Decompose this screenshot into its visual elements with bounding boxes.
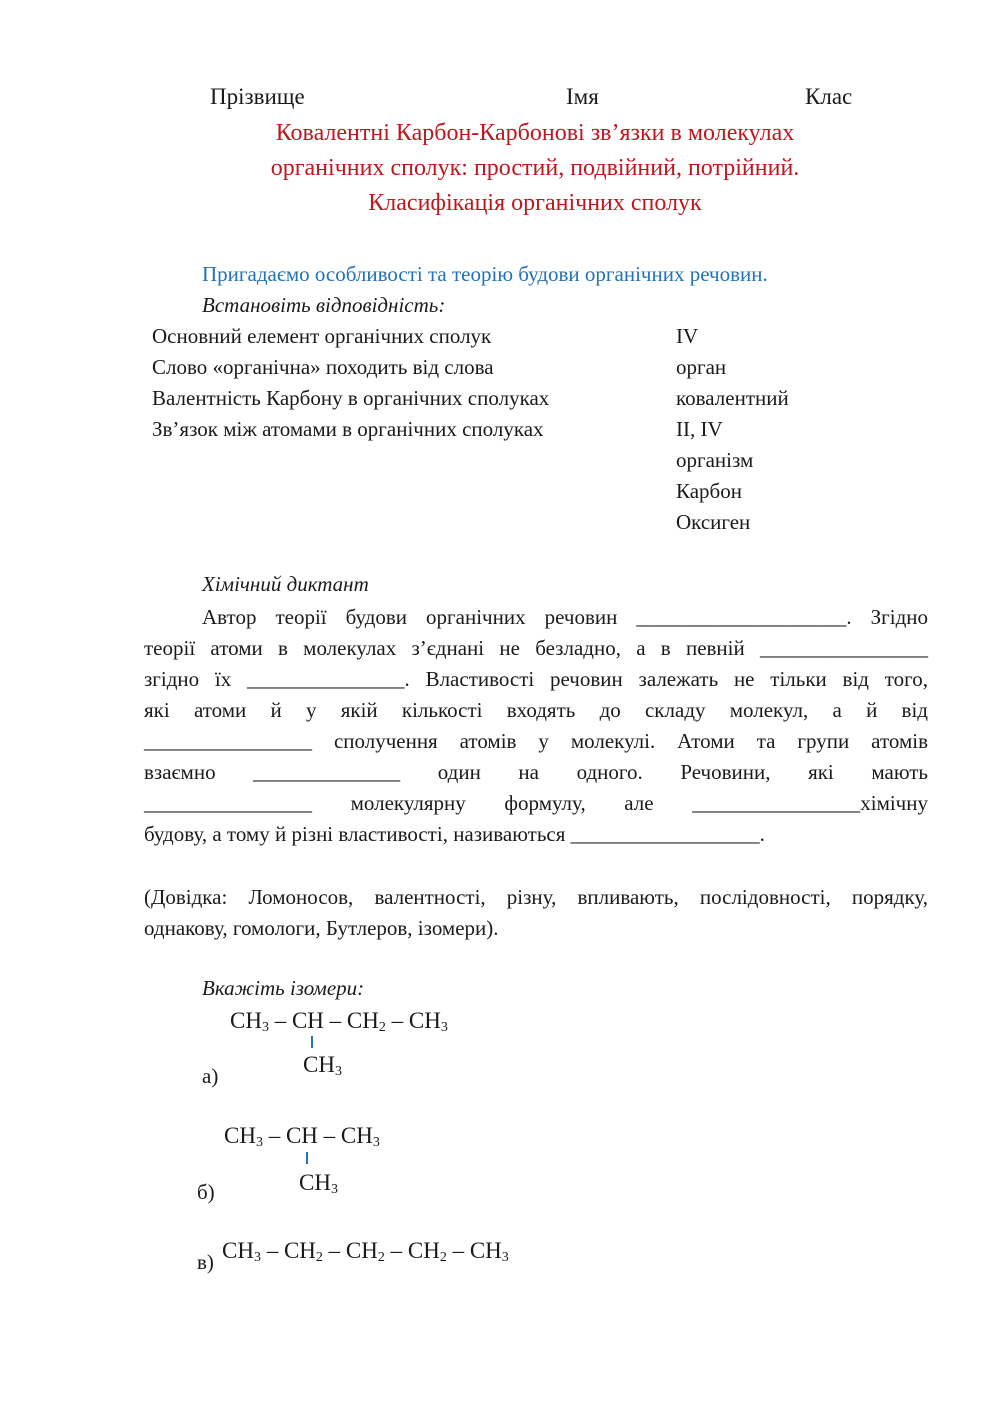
option-c-label[interactable]: в) — [197, 1250, 214, 1274]
dictation-line-2: теорії атоми в молекулах з’єднані не безладно, а в певній ________________ — [144, 636, 928, 660]
match-left-1: Основний елемент органічних сполук — [152, 324, 492, 348]
match-left-2: Слово «органічна» походить від слова — [152, 355, 494, 379]
isomers-instruction: Вкажіть ізомери: — [202, 976, 365, 1000]
hint-paragraph — [144, 882, 928, 944]
dictation-heading: Хімічний диктант — [202, 572, 369, 596]
formula-b: $CH_3$ – CH – $CH_3$ — [224, 1123, 380, 1150]
dictation-line-7: ________________ молекулярну формулу, але ________________хімічну — [144, 791, 928, 815]
match-left-4: Зв’язок між атомами в органічних сполуках — [152, 417, 544, 441]
match-right-7[interactable]: Оксиген — [676, 510, 751, 534]
formula-a: $CH_3$ – CH – $CH_2 - CH_3$ — [230, 1008, 448, 1035]
title-line-2: органічних сполук: простий, подвійний, потрійний. — [270, 155, 800, 181]
dictation-paragraph — [144, 602, 928, 850]
match-right-6[interactable]: Карбон — [676, 479, 742, 503]
title-line-1: Ковалентні Карбон-Карбонові зв’язки в молекулах — [275, 120, 795, 146]
match-left-3: Валентність Карбону в органічних сполуках — [152, 386, 550, 410]
dictation-line-1: Автор теорії будови органічних речовин ____________________. Згідно — [202, 605, 928, 629]
dictation-line-8: будову, а тому й різні властивості, називаються __________________. — [144, 822, 765, 846]
name-label: Імя — [566, 84, 599, 109]
hint-line-2: однакову, гомологи, Бутлеров, ізомери). — [144, 916, 499, 940]
match-right-1[interactable]: IV — [676, 324, 699, 348]
match-right-3[interactable]: ковалентний — [676, 386, 789, 410]
class-label: Клас — [805, 84, 853, 109]
formula-b-branch: $CH_3$ — [299, 1170, 338, 1197]
formula-a-bond — [311, 1036, 313, 1048]
page-title — [150, 116, 920, 221]
match-right-4[interactable]: II, IV — [676, 417, 723, 441]
formula-b-bond — [306, 1152, 308, 1164]
match-right-2[interactable]: орган — [676, 355, 727, 379]
title-line-3: Класифікація органічних сполук — [368, 190, 702, 216]
match-right-5[interactable]: організм — [676, 448, 754, 472]
surname-label: Прізвище — [210, 84, 305, 109]
option-b-label[interactable]: б) — [197, 1180, 215, 1204]
formula-c: $CH_3 - CH_2 - CH_2 - CH_2 - CH_3$ — [222, 1238, 509, 1265]
dictation-line-4: які атоми й у якій кількості входять до складу молекул, а й від — [144, 698, 928, 722]
match-instruction: Встановіть відповідність: — [202, 293, 446, 317]
dictation-line-3: згідно їх _______________. Властивості речовин залежать не тільки від того, — [144, 667, 928, 691]
formula-a-branch: $CH_3$ — [303, 1052, 342, 1079]
recall-heading: Пригадаємо особливості та теорію будови органічних речовин. — [202, 262, 768, 286]
dictation-line-6: взаємно ______________ один на одного. Речовини, які мають — [144, 760, 928, 784]
dictation-line-5: ________________ сполучення атомів у молекулі. Атоми та групи атомів — [144, 729, 928, 753]
option-a-label[interactable]: а) — [202, 1064, 219, 1088]
hint-line-1: (Довідка: Ломоносов, валентності, різну, впливають, послідовності, порядку, — [144, 885, 928, 909]
